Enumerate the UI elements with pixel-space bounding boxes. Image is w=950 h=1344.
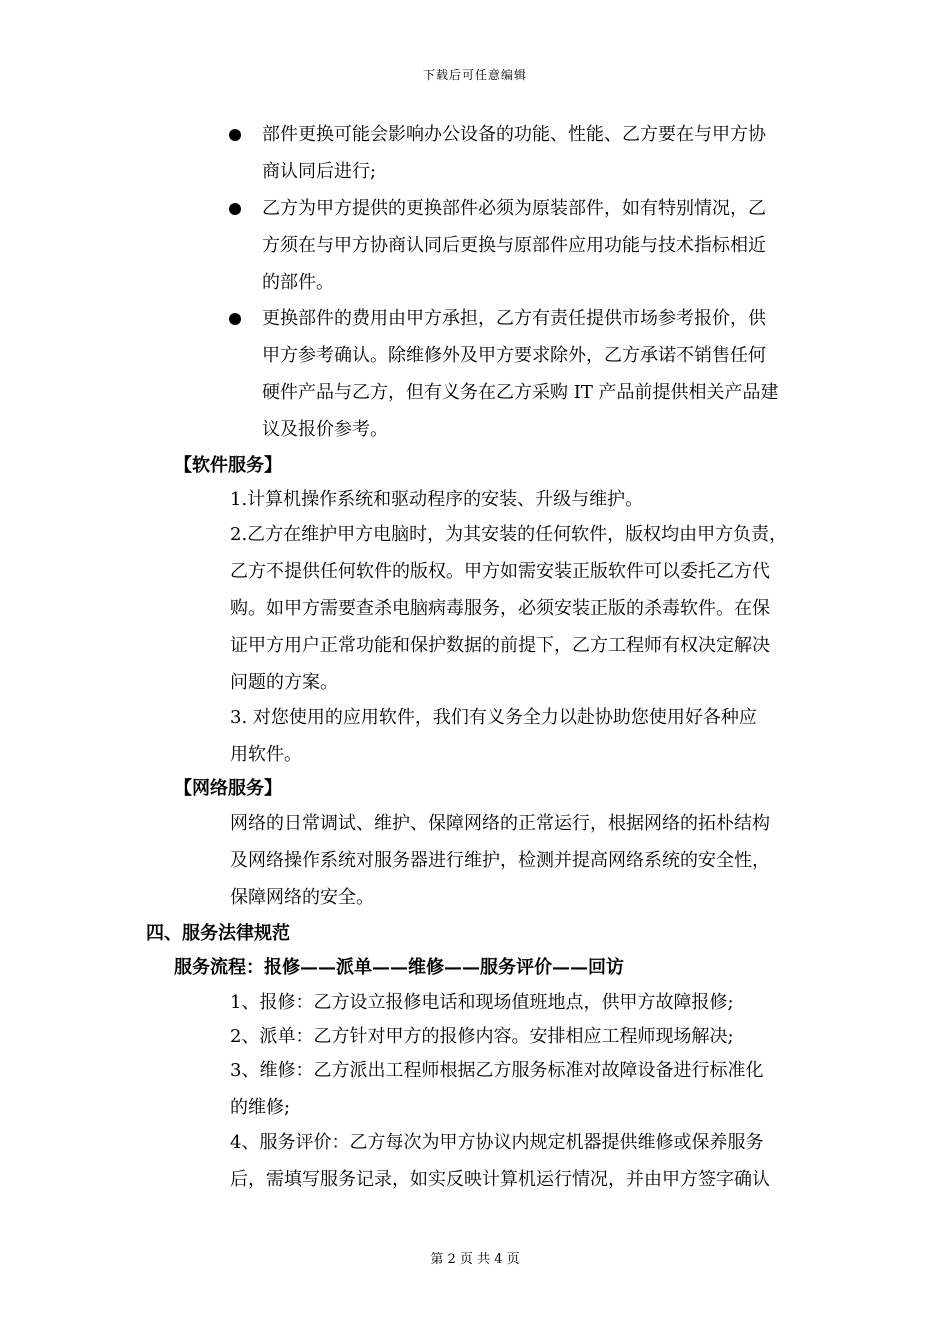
service-flow: 服务流程：报修——派单——维修——服务评价——回访 <box>174 957 624 978</box>
paragraph-line: 保障网络的安全。 <box>230 887 374 908</box>
paragraph-line: 3. 对您使用的应用软件，我们有义务全力以赴协助您使用好各种应 <box>230 707 757 728</box>
bullet-line: 的部件。 <box>262 272 334 293</box>
bullet-line: 更换部件的费用由甲方承担，乙方有责任提供市场参考报价，供 <box>262 308 766 329</box>
section-title: 四、服务法律规范 <box>146 923 290 944</box>
section-heading: 【网络服务】 <box>174 778 282 799</box>
page-footer: 第 2 页 共 4 页 <box>430 1252 520 1267</box>
bullet-line: 硬件产品与乙方，但有义务在乙方采购 IT 产品前提供相关产品建 <box>262 382 779 403</box>
bullet-line: 议及报价参考。 <box>262 419 388 440</box>
bullet-line: 乙方为甲方提供的更换部件必须为原装部件，如有特别情况，乙 <box>262 198 766 219</box>
paragraph-line: 用软件。 <box>230 744 302 765</box>
paragraph-line: 乙方不提供任何软件的版权。甲方如需安装正版软件可以委托乙方代 <box>230 561 770 582</box>
paragraph-line: 购。如甲方需要查杀电脑病毒服务，必须安装正版的杀毒软件。在保 <box>230 598 770 619</box>
paragraph-line: 3、维修：乙方派出工程师根据乙方服务标准对故障设备进行标准化 <box>230 1060 764 1081</box>
paragraph-line: 1.计算机操作系统和驱动程序的安装、升级与维护。 <box>230 489 644 510</box>
paragraph-line: 1、报修：乙方设立报修电话和现场值班地点，供甲方故障报修; <box>230 992 734 1013</box>
bullet-line: 商认同后进行; <box>262 161 377 182</box>
paragraph-line: 2、派单：乙方针对甲方的报修内容。安排相应工程师现场解决; <box>230 1026 734 1047</box>
bullet-line: 甲方参考确认。除维修外及甲方要求除外，乙方承诺不销售任何 <box>262 345 766 366</box>
paragraph-line: 网络的日常调试、维护、保障网络的正常运行，根据网络的拓朴结构 <box>230 813 770 834</box>
paragraph-line: 的维修; <box>230 1097 291 1118</box>
bullet-line: 部件更换可能会影响办公设备的功能、性能、乙方要在与甲方协 <box>262 124 766 145</box>
bullet-icon <box>229 313 241 325</box>
paragraph-line: 问题的方案。 <box>230 672 338 693</box>
paragraph-line: 证甲方用户正常功能和保护数据的前提下，乙方工程师有权决定解决 <box>230 635 770 656</box>
bullet-icon <box>229 129 241 141</box>
bullet-icon <box>229 203 241 215</box>
paragraph-line: 及网络操作系统对服务器进行维护，检测并提高网络系统的安全性， <box>230 850 770 871</box>
bullet-line: 方须在与甲方协商认同后更换与原部件应用功能与技术指标相近 <box>262 235 766 256</box>
section-heading: 【软件服务】 <box>174 455 282 476</box>
paragraph-line: 后，需填写服务记录，如实反映计算机运行情况，并由甲方签字确认 <box>230 1169 770 1190</box>
paragraph-line: 2.乙方在维护甲方电脑时，为其安装的任何软件，版权均由甲方负责， <box>230 524 788 545</box>
page-header: 下载后可任意编辑 <box>422 68 527 82</box>
paragraph-line: 4、服务评价：乙方每次为甲方协议内规定机器提供维修或保养服务 <box>230 1132 764 1153</box>
